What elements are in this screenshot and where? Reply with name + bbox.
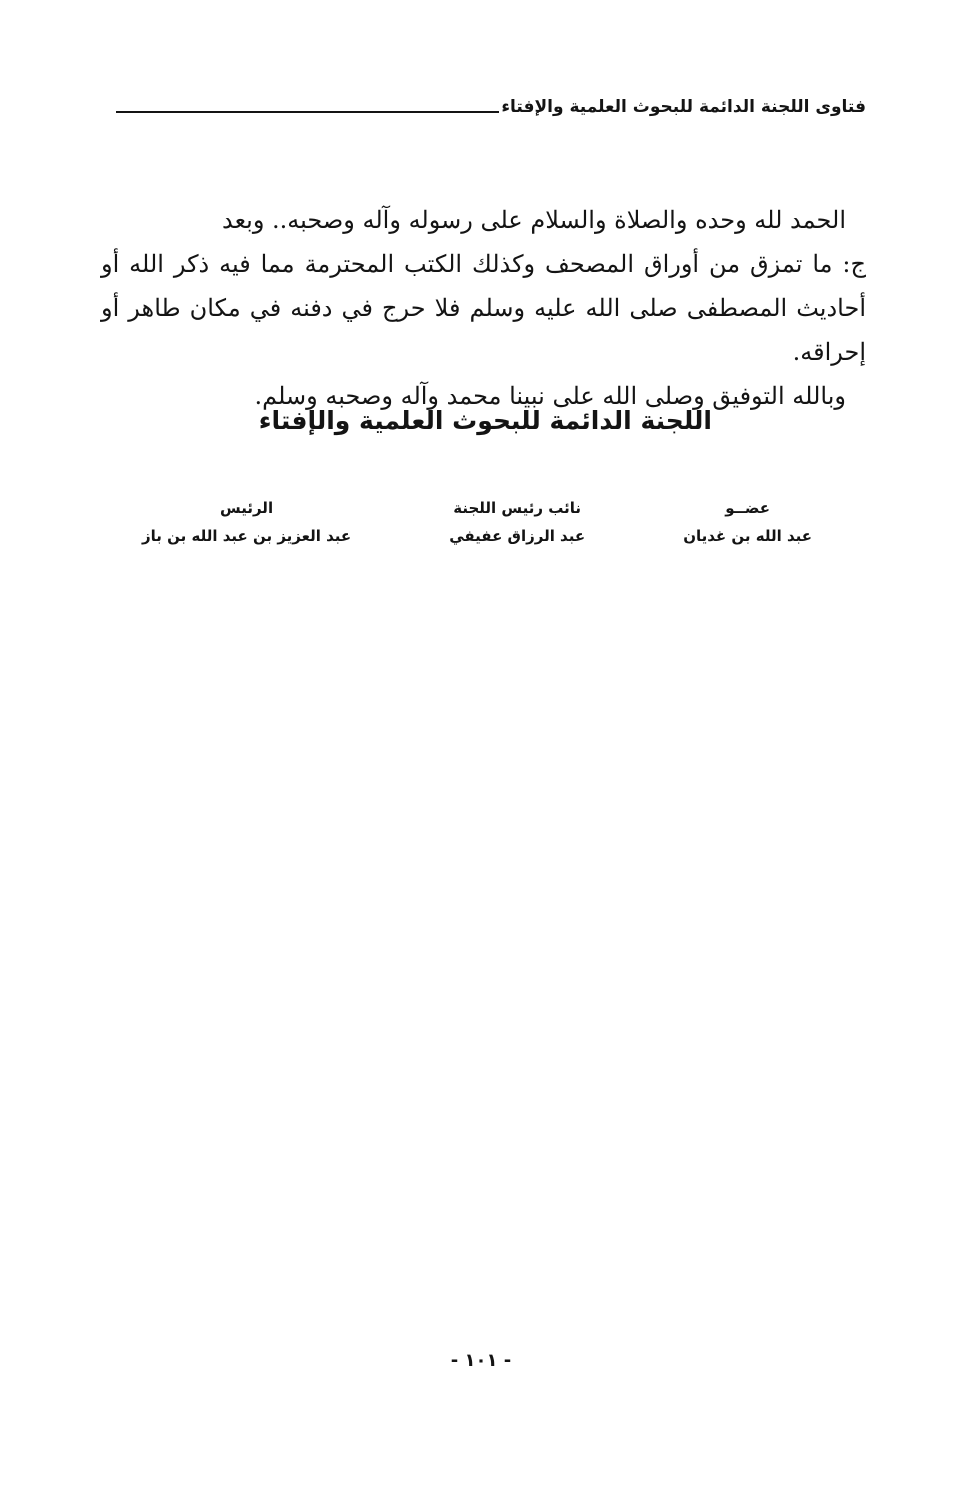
signatory-name: عبد الرزاق عفيفي: [449, 527, 586, 545]
signatory-name: عبد الله بن غديان: [683, 527, 812, 545]
signatory-name: عبد العزيز بن عبد الله بن باز: [142, 527, 352, 545]
signatory-member: [683, 495, 812, 551]
signatory-role: الرئيس: [220, 499, 274, 517]
running-header-title: فتاوى اللجنة الدائمة للبحوث العلمية والإفتاء: [501, 97, 866, 117]
answer-paragraph: ج: ما تمزق من أوراق المصحف وكذلك الكتب المحترمة مما فيه ذكر الله أو أحاديث المصطفى صلى الله عليه وسلم فلا حرج في دفنه في مكان طاهر أو إحراقه.: [101, 250, 866, 366]
page-number: - ١٠١ -: [450, 1350, 512, 1371]
signatory-role: عضــو: [725, 499, 770, 517]
signatory-chair: [142, 495, 351, 551]
header-rule: [116, 111, 499, 113]
signatory-vice-chair: [449, 495, 585, 551]
signatory-role: نائب رئيس اللجنة: [453, 499, 582, 517]
committee-name: اللجنة الدائمة للبحوث العلمية والإفتاء: [258, 406, 712, 435]
running-header: [116, 88, 866, 118]
closing-line: وبالله التوفيق وصلى الله على نبينا محمد وآله وصحبه وسلم.: [254, 382, 846, 410]
signatures-block: [142, 495, 812, 551]
fatwa-body: [101, 198, 866, 418]
opening-line: الحمد لله وحده والصلاة والسلام على رسوله وآله وصحبه.. وبعد: [221, 206, 846, 234]
